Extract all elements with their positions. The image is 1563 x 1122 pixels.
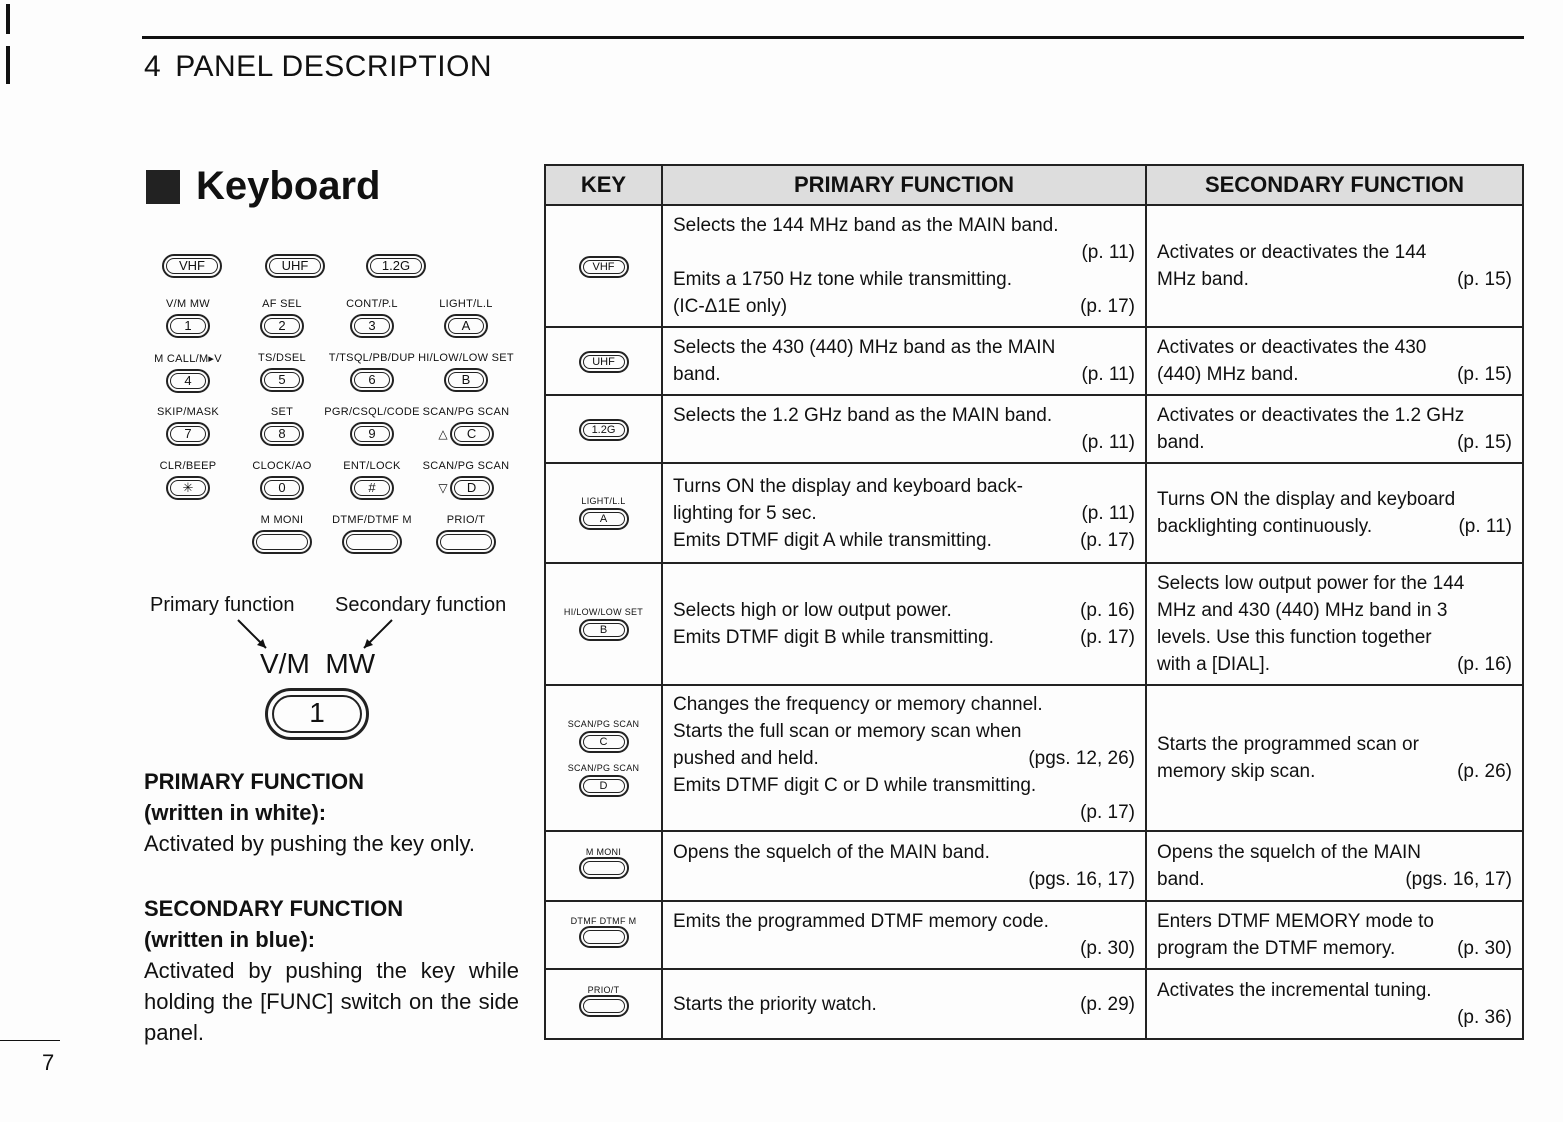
secondary-function-cell	[1146, 395, 1523, 463]
key-cell	[545, 969, 662, 1039]
table-row	[545, 327, 1523, 395]
primary-function-cell	[662, 327, 1146, 395]
table-row	[545, 901, 1523, 969]
page-ref: (p. 11)	[1081, 432, 1135, 453]
key-wrap	[411, 310, 521, 338]
function-text: Selects the 1.2 GHz band as the MAIN band.	[673, 405, 1053, 426]
page-ref: (p. 11)	[1081, 502, 1135, 524]
key-label: C	[466, 426, 477, 441]
key-secondary-label: M MONI	[260, 514, 304, 526]
key-label: A	[599, 513, 608, 525]
function-line	[1157, 624, 1512, 651]
function-text: band.	[1157, 432, 1205, 453]
key-label: 1	[184, 318, 192, 333]
function-text: band.	[673, 364, 721, 385]
primary-function-cell	[662, 831, 1146, 901]
function-line	[673, 500, 1135, 527]
key-label: #	[368, 480, 376, 495]
page-ref: (p. 36)	[1457, 1007, 1512, 1028]
keypad-key[interactable]	[166, 422, 210, 446]
key-label: 9	[368, 426, 376, 441]
keypad-key[interactable]	[366, 254, 426, 278]
function-text: Activates or deactivates the 1.2 GHz	[1157, 405, 1465, 426]
secondary-function-cell	[1146, 969, 1523, 1039]
keypad-key[interactable]	[252, 530, 312, 554]
keypad-row	[140, 298, 535, 358]
key-icon	[579, 857, 629, 879]
key-wrap	[137, 250, 247, 278]
table-row	[545, 685, 1523, 831]
key-cell	[545, 463, 662, 563]
function-line	[1157, 731, 1512, 758]
legend-primary: Primary function	[150, 594, 295, 616]
function-text: Emits a 1750 Hz tone while transmitting.	[673, 269, 1012, 290]
function-text: pushed and held.	[673, 747, 819, 769]
keypad-key-cell	[240, 250, 350, 278]
key-label: 5	[278, 372, 286, 387]
page-ref: (p. 11)	[1458, 516, 1512, 537]
key-wrap	[411, 472, 521, 500]
function-line	[1157, 266, 1512, 293]
header-rule	[142, 36, 1524, 39]
keypad-key[interactable]	[260, 476, 304, 500]
function-text: lighting for 5 sec.	[673, 502, 817, 524]
function-text: MHz band.	[1157, 269, 1249, 290]
function-text: Selects low output power for the 144	[1157, 573, 1465, 594]
key-secondary-label: DTMF/DTMF M	[332, 514, 412, 526]
table-row	[545, 395, 1523, 463]
key-icon	[579, 256, 629, 278]
scan-arrow-icon: △	[438, 427, 448, 441]
function-line	[673, 212, 1135, 239]
key-wrap	[411, 418, 521, 446]
keypad-key[interactable]	[162, 254, 222, 278]
function-text: program the DTMF memory.	[1157, 938, 1396, 959]
function-line	[673, 624, 1135, 651]
keypad-key-cell	[137, 250, 247, 278]
key-cell	[545, 563, 662, 685]
keypad-key[interactable]	[265, 254, 325, 278]
legend-secondary: Secondary function	[335, 594, 507, 616]
primary-note-title: PRIMARY FUNCTION	[144, 769, 364, 794]
function-text: Emits DTMF digit B while transmitting.	[673, 627, 994, 648]
function-line	[673, 334, 1135, 361]
key-label: A	[461, 318, 471, 333]
table-row	[545, 831, 1523, 901]
page-ref: (p. 15)	[1457, 364, 1512, 385]
page-ref: (pgs. 12, 26)	[1028, 747, 1135, 769]
function-line	[673, 361, 1135, 388]
function-text: Opens the squelch of the MAIN	[1157, 842, 1422, 863]
key-secondary-label: ENT/LOCK	[343, 460, 401, 472]
keypad-key-cell	[411, 514, 521, 559]
key-label: UHF	[281, 258, 309, 273]
key-label: 7	[184, 426, 192, 441]
header-secondary: SECONDARY FUNCTION	[1146, 165, 1523, 205]
key-icon	[579, 731, 629, 753]
function-text: (IC-Δ1E only)	[673, 296, 788, 317]
key-secondary-label: PGR/CSQL/CODE	[324, 406, 420, 418]
keypad-key[interactable]	[166, 314, 210, 338]
corner-rule	[0, 1040, 60, 1041]
header-primary: PRIMARY FUNCTION	[662, 165, 1146, 205]
function-line	[1157, 1004, 1512, 1031]
key-cell	[545, 205, 662, 327]
key-secondary-label: CONT/P.L	[346, 298, 398, 310]
function-line	[673, 266, 1135, 293]
primary-function-cell	[662, 685, 1146, 831]
function-line	[1157, 597, 1512, 624]
function-line	[673, 772, 1135, 799]
key-secondary-label: SCAN/PG SCAN	[422, 460, 510, 472]
example-key	[265, 688, 369, 740]
key-icon	[579, 351, 629, 373]
function-text: Emits DTMF digit C or D while transmitting.	[673, 774, 1037, 796]
key-label: 8	[278, 426, 286, 441]
key-secondary-label: SCAN/PG SCAN	[422, 406, 510, 418]
key-label: ✳	[182, 480, 194, 495]
keypad-row	[140, 460, 535, 520]
key-icon	[579, 995, 629, 1017]
page-ref: (p. 11)	[1081, 364, 1135, 385]
page-ref: (p. 30)	[1080, 938, 1135, 959]
function-text: Activates or deactivates the 144	[1157, 242, 1427, 263]
table-header-row	[545, 165, 1523, 205]
table-row	[545, 969, 1523, 1039]
keypad-key[interactable]	[166, 369, 210, 393]
keypad-key[interactable]	[450, 476, 494, 500]
function-text: Selects high or low output power.	[673, 600, 952, 621]
keypad-key[interactable]	[350, 476, 394, 500]
page-ref: (pgs. 16, 17)	[1405, 869, 1512, 890]
key-secondary-label: SCAN/PG SCAN	[567, 719, 640, 729]
key-secondary-label: CLR/BEEP	[159, 460, 217, 472]
keypad-key-cell	[411, 460, 521, 500]
key-label: 4	[184, 373, 192, 388]
secondary-note	[144, 893, 519, 1048]
keypad-key[interactable]	[350, 368, 394, 392]
keypad-key[interactable]	[260, 422, 304, 446]
page-number: 7	[42, 1050, 55, 1075]
header-key: KEY	[545, 165, 662, 205]
function-line	[1157, 486, 1512, 513]
function-line	[673, 691, 1135, 718]
function-line	[1157, 758, 1512, 785]
page-ref: (p. 26)	[1457, 761, 1512, 782]
page-ref: (p. 17)	[1080, 296, 1135, 317]
function-text: band.	[1157, 869, 1205, 890]
key-cell	[545, 685, 662, 831]
function-line	[673, 745, 1135, 772]
function-text: with a [DIAL].	[1157, 654, 1270, 675]
scan-arrow-icon: ▽	[438, 481, 448, 495]
secondary-note-title: SECONDARY FUNCTION	[144, 896, 404, 921]
function-line	[1157, 908, 1512, 935]
function-line	[1157, 866, 1512, 893]
keypad-key[interactable]	[260, 314, 304, 338]
secondary-function-cell	[1146, 463, 1523, 563]
keypad-key[interactable]	[260, 368, 304, 392]
function-line	[673, 991, 1135, 1018]
key-secondary-label: LIGHT/L.L	[439, 298, 493, 310]
function-line	[673, 293, 1135, 320]
function-text: Changes the frequency or memory channel.	[673, 693, 1043, 715]
function-text: MHz and 430 (440) MHz band in 3	[1157, 600, 1448, 621]
key-cell	[545, 327, 662, 395]
function-line	[673, 429, 1135, 456]
key-label: 1.2G	[591, 424, 616, 436]
function-text: Selects the 430 (440) MHz band as the MAIN	[673, 337, 1056, 358]
function-line	[1157, 334, 1512, 361]
keypad-key[interactable]	[350, 314, 394, 338]
function-line	[1157, 361, 1512, 388]
key-label: 6	[368, 372, 376, 387]
page-ref: (p. 29)	[1080, 993, 1135, 1015]
keypad-row	[140, 406, 535, 466]
secondary-note-body: Activated by pushing the key while holding the [FUNC] switch on the side panel.	[144, 958, 519, 1045]
function-line	[1157, 935, 1512, 962]
page-ref: (p. 17)	[1080, 801, 1135, 823]
function-text: memory skip scan.	[1157, 761, 1316, 782]
function-line	[1157, 651, 1512, 678]
keypad-key[interactable]	[444, 368, 488, 392]
keypad-key-cell	[411, 352, 521, 392]
function-line	[1157, 429, 1512, 456]
key-secondary-label: DTMF DTMF M	[570, 916, 637, 926]
key-label: 2	[278, 318, 286, 333]
primary-note-sub: (written in white):	[144, 800, 327, 825]
secondary-function-cell	[1146, 327, 1523, 395]
key-label: 3	[368, 318, 376, 333]
function-line	[1157, 977, 1512, 1004]
primary-note	[144, 766, 519, 859]
function-line	[673, 527, 1135, 554]
secondary-function-cell	[1146, 205, 1523, 327]
keypad-row	[140, 352, 535, 412]
page-ref: (pgs. 16, 17)	[1028, 869, 1135, 890]
chapter-number: 4	[144, 50, 162, 83]
key-label: D	[599, 780, 608, 792]
key-secondary-label: PRIO/T	[446, 514, 486, 526]
keypad-key[interactable]	[350, 422, 394, 446]
key-cell	[545, 831, 662, 901]
function-line	[673, 839, 1135, 866]
key-secondary-label: V/M MW	[166, 298, 210, 310]
key-secondary-label: TS/DSEL	[258, 352, 306, 364]
section-heading	[146, 164, 381, 209]
secondary-function-cell	[1146, 685, 1523, 831]
key-secondary-label: PRIO/T	[587, 985, 620, 995]
table-row	[545, 205, 1523, 327]
page-ref: (p. 16)	[1080, 600, 1135, 621]
page-ref: (p. 11)	[1081, 242, 1135, 263]
primary-note-body: Activated by pushing the key only.	[144, 831, 476, 856]
binding-mark	[6, 46, 10, 84]
key-wrap	[240, 250, 350, 278]
page-ref: (p. 15)	[1457, 432, 1512, 453]
function-text: backlighting continuously.	[1157, 516, 1373, 537]
key-secondary-label: M MONI	[585, 847, 622, 857]
function-text: levels. Use this function together	[1157, 627, 1432, 648]
page-ref: (p. 16)	[1457, 654, 1512, 675]
table-row	[545, 563, 1523, 685]
function-line	[1157, 513, 1512, 540]
page-ref: (p. 15)	[1457, 269, 1512, 290]
key-icon	[579, 419, 629, 441]
function-line	[673, 935, 1135, 962]
key-secondary-label: M CALL/M▸V	[154, 353, 222, 365]
function-line	[673, 402, 1135, 429]
keypad-row	[140, 514, 535, 574]
function-text: (440) MHz band.	[1157, 364, 1299, 385]
key-secondary-label: T/TSQL/PB/DUP	[328, 352, 416, 364]
page-ref: (p. 30)	[1457, 938, 1512, 959]
secondary-function-cell	[1146, 563, 1523, 685]
secondary-note-sub: (written in blue):	[144, 927, 316, 952]
function-text: Enters DTMF MEMORY mode to	[1157, 911, 1434, 932]
function-line	[673, 908, 1135, 935]
key-label: D	[466, 480, 477, 495]
function-table	[544, 164, 1524, 1040]
chapter-title: PANEL DESCRIPTION	[175, 50, 493, 83]
function-line	[673, 866, 1135, 893]
key-label: 1.2G	[381, 258, 411, 273]
primary-function-cell	[662, 901, 1146, 969]
function-line	[673, 597, 1135, 624]
function-line	[673, 799, 1135, 826]
key-secondary-label: SET	[270, 406, 294, 418]
chapter-heading	[144, 50, 492, 84]
function-text: Turns ON the display and keyboard back-	[673, 475, 1023, 497]
function-text: Opens the squelch of the MAIN band.	[673, 842, 990, 863]
keypad-key[interactable]	[166, 476, 210, 500]
key-icon	[579, 775, 629, 797]
key-label: B	[599, 624, 608, 636]
function-text: Starts the full scan or memory scan when	[673, 720, 1022, 742]
key-wrap	[411, 364, 521, 392]
function-text: Emits DTMF digit A while transmitting.	[673, 529, 992, 551]
function-text: Activates or deactivates the 430	[1157, 337, 1427, 358]
key-icon	[579, 619, 629, 641]
page-ref: (p. 17)	[1080, 627, 1135, 648]
keypad-key[interactable]	[450, 422, 494, 446]
function-line	[673, 473, 1135, 500]
keypad-key-cell	[411, 298, 521, 338]
function-line	[1157, 839, 1512, 866]
table-row	[545, 463, 1523, 563]
keypad-key[interactable]	[342, 530, 402, 554]
secondary-function-cell	[1146, 901, 1523, 969]
key-label: B	[461, 372, 471, 387]
key-icon	[579, 926, 629, 948]
function-text: Turns ON the display and keyboard	[1157, 489, 1456, 510]
key-icon	[579, 508, 629, 530]
primary-function-cell	[662, 969, 1146, 1039]
primary-function-cell	[662, 563, 1146, 685]
key-wrap	[411, 526, 521, 559]
key-cell	[545, 901, 662, 969]
function-line	[673, 239, 1135, 266]
keypad-key-cell	[411, 406, 521, 446]
key-secondary-label: HI/LOW/LOW SET	[418, 352, 514, 364]
key-label: VHF	[592, 261, 615, 273]
key-secondary-label: SCAN/PG SCAN	[567, 763, 640, 773]
secondary-function-cell	[1146, 831, 1523, 901]
function-line	[1157, 239, 1512, 266]
primary-function-cell	[662, 395, 1146, 463]
function-text: Activates the incremental tuning.	[1157, 980, 1432, 1001]
example-secondary-label: V/M MW	[260, 648, 376, 679]
key-secondary-label: SKIP/MASK	[157, 406, 219, 418]
bullet-square-icon	[146, 170, 180, 204]
section-title: Keyboard	[196, 164, 381, 208]
key-label: C	[599, 736, 608, 748]
primary-function-cell	[662, 463, 1146, 563]
key-label: VHF	[179, 258, 205, 273]
function-text: Selects the 144 MHz band as the MAIN band.	[673, 215, 1059, 236]
key-label: UHF	[592, 356, 615, 368]
key-wrap	[341, 250, 451, 278]
keypad-key[interactable]	[436, 530, 496, 554]
key-secondary-label: HI/LOW/LOW SET	[563, 607, 644, 617]
function-line	[1157, 402, 1512, 429]
key-secondary-label: LIGHT/L.L	[581, 496, 626, 506]
function-text: Starts the programmed scan or	[1157, 734, 1419, 755]
key-secondary-label: CLOCK/AO	[252, 460, 312, 472]
function-line	[1157, 570, 1512, 597]
example-key-label: 1	[309, 697, 325, 728]
keypad-key-cell	[341, 250, 451, 278]
key-secondary-label: AF SEL	[262, 298, 302, 310]
key-cell	[545, 395, 662, 463]
function-line	[673, 718, 1135, 745]
key-label: 0	[278, 480, 286, 495]
binding-mark	[6, 4, 10, 34]
function-text: Emits the programmed DTMF memory code.	[673, 911, 1049, 932]
page-ref: (p. 17)	[1080, 529, 1135, 551]
function-text: Starts the priority watch.	[673, 993, 877, 1015]
primary-function-cell	[662, 205, 1146, 327]
keypad-key[interactable]	[444, 314, 488, 338]
